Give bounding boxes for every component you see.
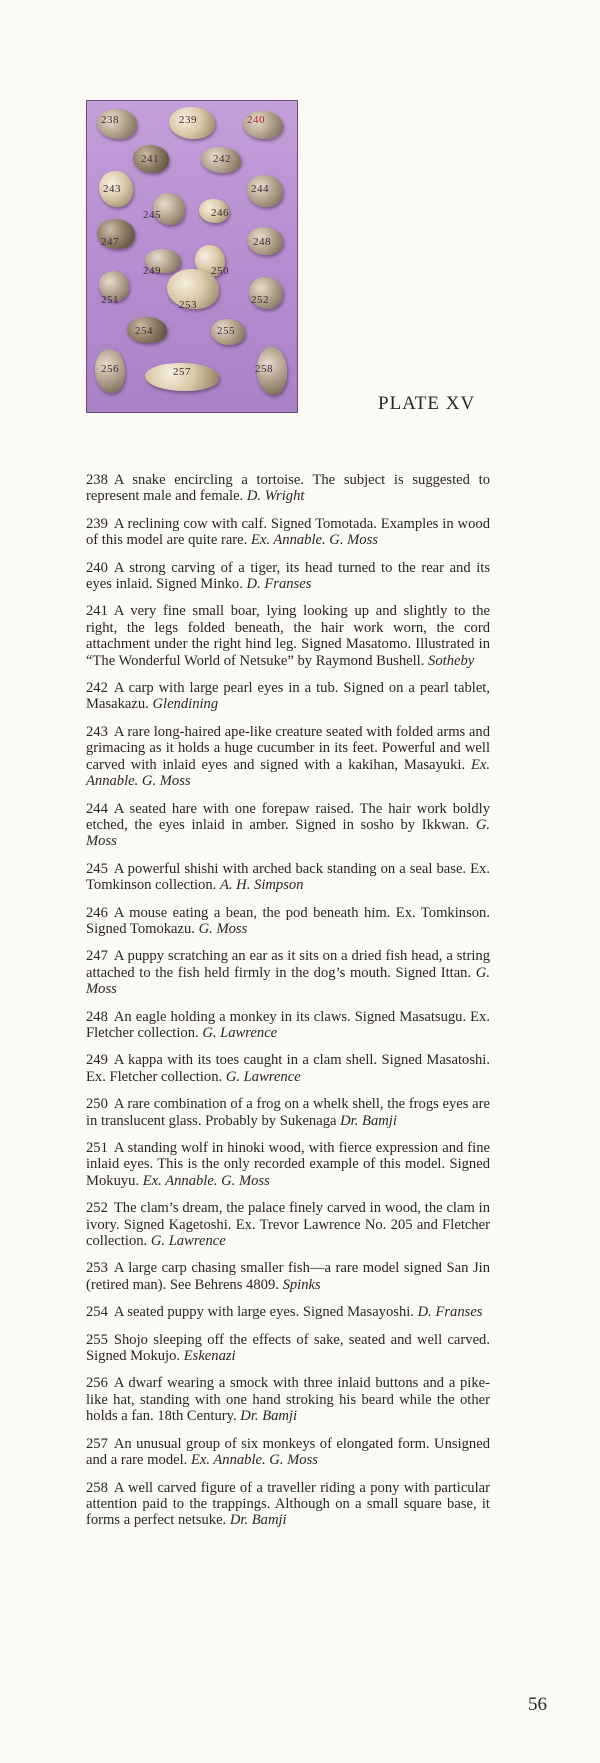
- entry-credit: Dr. Bamji: [229, 1512, 287, 1529]
- plate-number-label: 248: [253, 236, 271, 248]
- entry-credit: G. Lawrence: [202, 1024, 278, 1041]
- entry-text: The clam’s dream, the palace finely carved in wood, the clam in ivory. Signed Kagetoshi. Ex. Trevor Lawrence No. 205 and Fletcher collection.: [86, 1200, 490, 1250]
- entry-text: A puppy scratching an ear as it sits on a dried fish head, a string attached to the fish held firmly in the dog’s mouth. Signed Ittan.: [86, 948, 490, 981]
- entry-text: A very fine small boar, lying looking up and slightly to the right, the legs folded beneath, the hair work worn, the cord attachment under the right hind leg. Signed Masatomo. Illustrated in “The Wonderful World of Netsuke” by Raymond Bushell.: [86, 603, 490, 669]
- catalogue-entry: [86, 948, 490, 997]
- plate-number-label: 255: [217, 325, 235, 337]
- entry-number: 253: [86, 1260, 108, 1277]
- catalogue-entry: [86, 1480, 490, 1529]
- entry-text: A seated puppy with large eyes. Signed Masayoshi.: [113, 1304, 414, 1321]
- entry-text: An unusual group of six monkeys of elongated form. Unsigned and a rare model.: [86, 1435, 490, 1469]
- entry-text: A seated hare with one forepaw raised. The hair work boldly etched, the eyes inlaid in amber. Signed in sosho by Ikkwan.: [86, 800, 490, 833]
- entry-number: 257: [86, 1435, 108, 1452]
- entry-credit: Dr. Bamji: [340, 1112, 397, 1129]
- entry-credit: Sotheby: [428, 652, 475, 669]
- entry-text: A powerful shishi with arched back standing on a seal base. Ex. Tomkinson collection.: [86, 860, 490, 894]
- entry-number: 246: [86, 904, 108, 921]
- plate-number-label: 258: [255, 363, 273, 375]
- entry-number: 249: [86, 1052, 108, 1069]
- plate-number-label: 241: [141, 153, 159, 165]
- entry-number: 242: [86, 680, 108, 697]
- plate-number-label: 247: [101, 236, 119, 248]
- entry-number: 256: [86, 1375, 108, 1392]
- catalogue-entry: [86, 1009, 490, 1042]
- catalogue-entry: [86, 801, 490, 850]
- catalogue-entry: [86, 1260, 490, 1293]
- catalogue-entry: [86, 680, 490, 713]
- catalogue-entry: [86, 1140, 490, 1189]
- entry-number: 254: [86, 1304, 108, 1321]
- plate-number-label: 243: [103, 183, 121, 195]
- entry-credit: G. Moss: [86, 816, 491, 850]
- plate-number-label: 249: [143, 265, 161, 277]
- entry-text: A strong carving of a tiger, its head turned to the rear and its eyes inlaid. Signed Minko.: [86, 559, 490, 593]
- entry-credit: G. Lawrence: [150, 1233, 226, 1250]
- catalogue-entry: [86, 1304, 490, 1320]
- entry-number: 251: [86, 1140, 108, 1156]
- plate-number-label: 254: [135, 325, 153, 337]
- entry-credit: Ex. Annable. G. Moss: [86, 756, 490, 790]
- entry-number: 255: [86, 1331, 108, 1348]
- catalogue-entry: [86, 1436, 490, 1469]
- entry-number: 240: [86, 559, 108, 576]
- entry-text: A kappa with its toes caught in a clam shell. Signed Masatoshi. Ex. Fletcher collection.: [86, 1052, 490, 1085]
- entry-number: 244: [86, 800, 108, 817]
- plate-number-label: 238: [101, 114, 119, 126]
- entry-number: 239: [86, 515, 108, 532]
- entry-credit: Eskenazi: [183, 1348, 236, 1365]
- catalogue-entry: [86, 516, 490, 549]
- entry-text: A well carved figure of a traveller riding a pony with particular attention paid to the trappings. Although on a small square base, it forms a perfect netsuke.: [86, 1479, 490, 1529]
- entry-number: 243: [86, 723, 108, 740]
- catalogue-entries: [86, 472, 490, 1540]
- entry-text: A large carp chasing smaller fish—a rare model signed San Jin (retired man). See Behrens 4809.: [86, 1260, 490, 1293]
- entry-text: A dwarf wearing a smock with three inlaid buttons and a pike-like hat, standing with one hand stroking his beard while the other holds a fan. 18th Century.: [86, 1375, 490, 1425]
- plate-number-label: 251: [101, 294, 119, 306]
- entry-credit: D. Franses: [246, 576, 312, 593]
- plate-number-label: 245: [143, 209, 161, 221]
- entry-text: A reclining cow with calf. Signed Tomotada. Examples in wood of this model are quite rare.: [86, 515, 490, 549]
- entry-text: A rare combination of a frog on a whelk shell, the frogs eyes are in translucent glass. Probably by Sukenaga: [86, 1096, 490, 1129]
- entry-number: 238: [86, 472, 108, 488]
- plate-number-label: 256: [101, 363, 119, 375]
- entry-number: 248: [86, 1008, 108, 1025]
- entry-number: 250: [86, 1096, 108, 1113]
- plate-number-label: 239: [179, 114, 197, 126]
- entry-credit: G. Moss: [198, 920, 248, 937]
- entry-number: 258: [86, 1479, 108, 1496]
- entry-credit: Ex. Annable. G. Moss: [190, 1452, 318, 1469]
- catalogue-entry: [86, 1375, 490, 1424]
- catalogue-entry: [86, 560, 490, 593]
- entry-text: A mouse eating a bean, the pod beneath him. Ex. Tomkinson. Signed Tomokazu.: [86, 904, 490, 937]
- plate-number-label: 253: [179, 299, 197, 311]
- plate-number-label: 246: [211, 207, 229, 219]
- catalogue-entry: [86, 724, 490, 790]
- entry-credit: D. Franses: [417, 1304, 483, 1321]
- entry-text: An eagle holding a monkey in its claws. Signed Masatsugu. Ex. Fletcher collection.: [86, 1008, 490, 1041]
- catalogue-entry: [86, 472, 490, 505]
- entry-number: 247: [86, 948, 108, 965]
- entry-credit: D. Wright: [246, 488, 305, 505]
- plate-number-label: 250: [211, 265, 229, 277]
- entry-text: A snake encircling a tortoise. The subject is suggested to represent male and female.: [86, 472, 490, 505]
- entry-credit: Dr. Bamji: [240, 1408, 298, 1425]
- catalogue-entry: [86, 1200, 490, 1249]
- catalogue-entry: [86, 603, 490, 669]
- entry-text: A standing wolf in hinoki wood, with fierce expression and fine inlaid eyes. This is the only recorded example of this model. Signed Mokuyu.: [86, 1140, 490, 1189]
- entry-number: 241: [86, 603, 108, 620]
- plate-number-label: 242: [213, 153, 231, 165]
- plate-number-label: 252: [251, 294, 269, 306]
- plate-number-label: 244: [251, 183, 269, 195]
- catalogue-entry: [86, 861, 490, 894]
- entry-text: A carp with large pearl eyes in a tub. Signed on a pearl tablet, Masakazu.: [86, 680, 490, 713]
- entry-credit: A. H. Simpson: [219, 877, 304, 894]
- entry-credit: Glendining: [152, 696, 219, 713]
- catalogue-entry: [86, 905, 490, 938]
- catalogue-entry: [86, 1332, 490, 1365]
- entry-credit: Spinks: [282, 1276, 321, 1293]
- entry-credit: G. Moss: [86, 964, 490, 998]
- plate-number-label: 240: [247, 114, 265, 126]
- entry-credit: Ex. Annable. G. Moss: [250, 532, 378, 549]
- entry-number: 252: [86, 1200, 108, 1217]
- plate-title: PLATE XV: [378, 393, 476, 414]
- entry-number: 245: [86, 860, 108, 877]
- entry-text: A rare long-haired ape-like creature seated with folded arms and grimacing as it holds a huge cucumber in its feet. Powerful and well carved with inlaid eyes and signed with a kakihan, Masayuki.: [86, 723, 490, 773]
- entry-text: Shojo sleeping off the effects of sake, seated and well carved. Signed Mokujo.: [86, 1331, 490, 1365]
- plate-number-label: 257: [173, 366, 191, 378]
- page-number: 56: [528, 1694, 547, 1715]
- plate-photograph: [86, 100, 298, 413]
- catalogue-entry: [86, 1052, 490, 1085]
- entry-credit: G. Lawrence: [225, 1068, 301, 1085]
- entry-credit: Ex. Annable. G. Moss: [142, 1172, 270, 1189]
- catalogue-entry: [86, 1096, 490, 1129]
